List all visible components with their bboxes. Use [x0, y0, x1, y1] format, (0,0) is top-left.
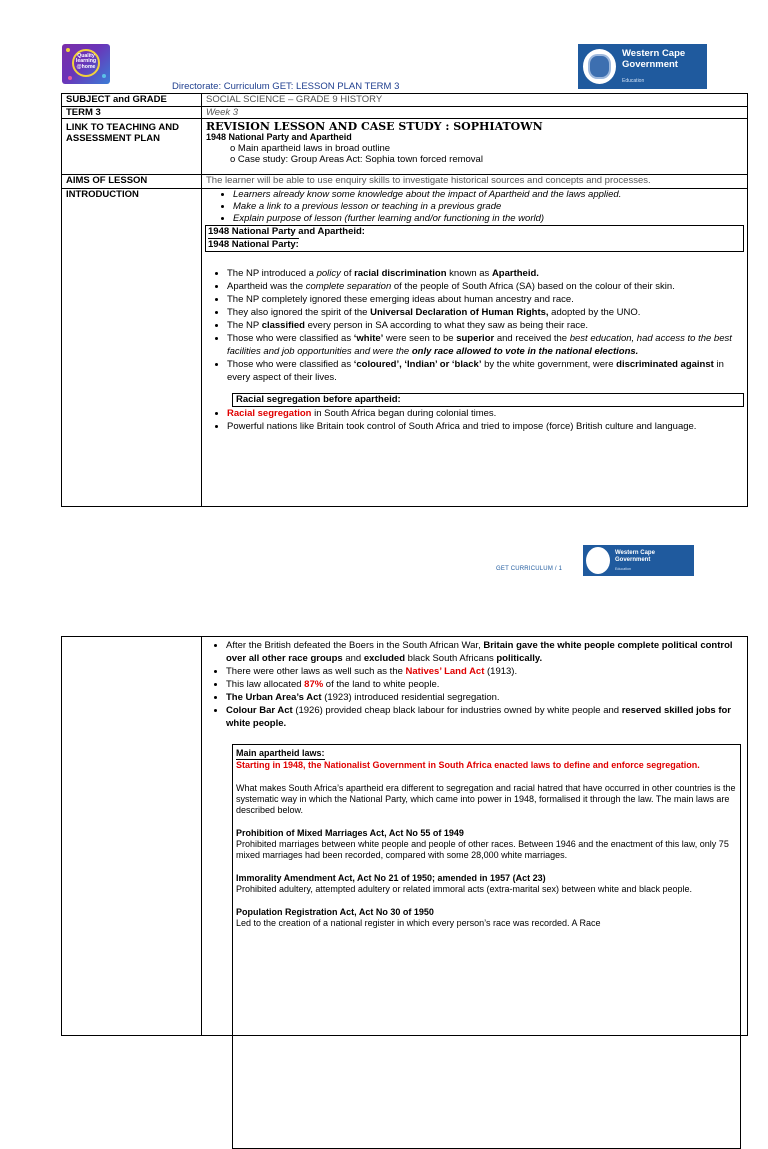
list-item: • Apartheid was the complete separation of the people of South Africa (SA) based on the colour of their skin.	[227, 280, 744, 293]
list-item: • They also ignored the spirit of the Universal Declaration of Human Rights, adopted by the UNO.	[227, 306, 744, 319]
link-label-line2: ASSESSMENT PLAN	[66, 133, 160, 144]
list-item: • After the British defeated the Boers in the South African War, Britain gave the white people complete political control over all other race groups and excluded black South Africans politically.	[226, 639, 741, 665]
term-label: TERM 3	[62, 107, 202, 119]
gov-logo-line2: Government	[622, 58, 678, 70]
laws-paragraph: What makes South Africa’s apartheid era different to segregation and racial hatred that have occurred in other countries is the systematic way in which the National Party, which came into power in 1948, formalised it through the law. The main laws are described below.	[236, 783, 736, 815]
page-2-table	[61, 636, 748, 1036]
footer-logo-line2: Government	[615, 556, 651, 563]
list-item: • This law allocated 87% of the land to white people.	[226, 678, 741, 691]
list-item: • Those who were classified as ‘coloured’, ‘Indian’ or ‘black’ by the white government, were discriminated against in every aspect of their lives.	[227, 358, 744, 384]
link-value	[202, 119, 748, 175]
link-item-2: o Case study: Group Areas Act: Sophia town forced removal	[230, 154, 483, 165]
crest-icon	[586, 547, 610, 574]
list-item: • The NP classified every person in SA according to what they saw as being their race.	[227, 319, 744, 332]
np-apartheid-heading: 1948 National Party and Apartheid:	[208, 226, 365, 237]
aims-row	[62, 175, 748, 189]
aims-label: AIMS OF LESSON	[62, 175, 202, 189]
np-heading: 1948 National Party:	[208, 239, 299, 250]
law-2	[236, 873, 736, 895]
gov-logo-line1: Western Cape	[622, 48, 686, 59]
term-value: Week 3	[202, 107, 748, 119]
link-item-1: o Main apartheid laws in broad outline	[230, 143, 391, 154]
link-row	[62, 119, 748, 175]
link-label-line1: LINK TO TEACHING AND	[66, 122, 179, 133]
page-2-label-column	[62, 637, 202, 1035]
link-title: REVISION LESSON AND CASE STUDY : SOPHIATOWN	[206, 120, 543, 133]
intro-label: INTRODUCTION	[62, 189, 202, 507]
list-item: • Those who were classified as ‘white’ were seen to be superior and received the best education, had access to the best facilities and job opportunities and were the only race allowed to vote in the national elections.	[227, 332, 744, 358]
lesson-plan-table	[61, 93, 748, 507]
list-item: • Colour Bar Act (1926) provided cheap black labour for industries owned by white people and reserved skilled jobs for white people.	[226, 704, 741, 730]
link-subtitle: 1948 National Party and Apartheid	[206, 132, 352, 142]
law-1	[236, 828, 736, 861]
laws-title: Main apartheid laws:	[236, 748, 325, 758]
law-3-title: Population Registration Act, Act No 30 of 1950	[236, 907, 434, 917]
gov-logo-line3: Education	[622, 78, 645, 84]
law-1-text: Prohibited marriages between white people and people of other races. Between 1946 and the enactment of this law, only 75 mixed marriages had been recorded, compared with some 28,000 white marriages.	[236, 839, 729, 860]
directorate-title: Directorate: Curriculum GET: LESSON PLAN TERM 3	[172, 81, 400, 92]
footer-western-cape-logo	[583, 545, 694, 576]
page-2-content	[202, 637, 747, 1149]
list-item: • Learners already know some knowledge about the impact of Apartheid and the laws applied.	[233, 189, 744, 201]
list-item: • Make a link to a previous lesson or teaching in a previous grade	[233, 201, 744, 213]
footer-label: GET CURRICULUM / 1	[496, 566, 563, 572]
footer-logo-line1: Western Cape	[615, 550, 655, 556]
link-label	[62, 119, 202, 175]
subject-value: SOCIAL SCIENCE – GRADE 9 HISTORY	[202, 94, 748, 107]
quality-learning-logo	[62, 44, 110, 84]
aims-value: The learner will be able to use enquiry skills to investigate historical sources and concepts and processes.	[202, 175, 748, 189]
laws-intro: Starting in 1948, the Nationalist Government in South Africa enacted laws to define and enforce segregation.	[236, 760, 700, 770]
law-2-title: Immorality Amendment Act, Act No 21 of 1950; amended in 1957 (Act 23)	[236, 873, 546, 883]
intro-bullets	[215, 189, 744, 225]
list-item: • The NP introduced a policy of racial discrimination known as Apartheid.	[227, 267, 744, 280]
page-2-bullets	[208, 639, 741, 730]
subject-row	[62, 94, 748, 107]
segregation-bullets	[209, 407, 744, 433]
main-apartheid-laws-box	[232, 744, 741, 1149]
intro-row	[62, 189, 748, 507]
intro-content	[202, 189, 748, 507]
law-1-title: Prohibition of Mixed Marriages Act, Act No 55 of 1949	[236, 828, 464, 838]
footer-logo-line3: Education	[615, 567, 631, 571]
law-2-text: Prohibited adultery, attempted adultery or related immoral acts (extra-marital sex) between white and black people.	[236, 884, 693, 894]
western-cape-logo	[578, 44, 707, 89]
list-item: • Racial segregation in South Africa began during colonial times.	[227, 407, 744, 420]
logo-text: Quality learning @home	[75, 53, 97, 70]
list-item: • Explain purpose of lesson (further learning and/or functioning in the world)	[233, 213, 744, 225]
law-3	[236, 907, 736, 929]
np-bullets	[209, 267, 744, 384]
list-item: • Powerful nations like Britain took control of South Africa and tried to impose (force) British culture and language.	[227, 420, 744, 433]
segregation-heading-box: Racial segregation before apartheid:	[232, 393, 744, 407]
np-heading-box	[205, 225, 744, 252]
subject-label: SUBJECT and GRADE	[62, 94, 202, 107]
list-item: • There were other laws as well such as the Natives’ Land Act (1913).	[226, 665, 741, 678]
list-item: • The NP completely ignored these emerging ideas about human ancestry and race.	[227, 293, 744, 306]
list-item: • The Urban Area’s Act (1923) introduced residential segregation.	[226, 691, 741, 704]
law-3-text: Led to the creation of a national register in which every person’s race was recorded. A Race	[236, 918, 601, 928]
term-row	[62, 107, 748, 119]
